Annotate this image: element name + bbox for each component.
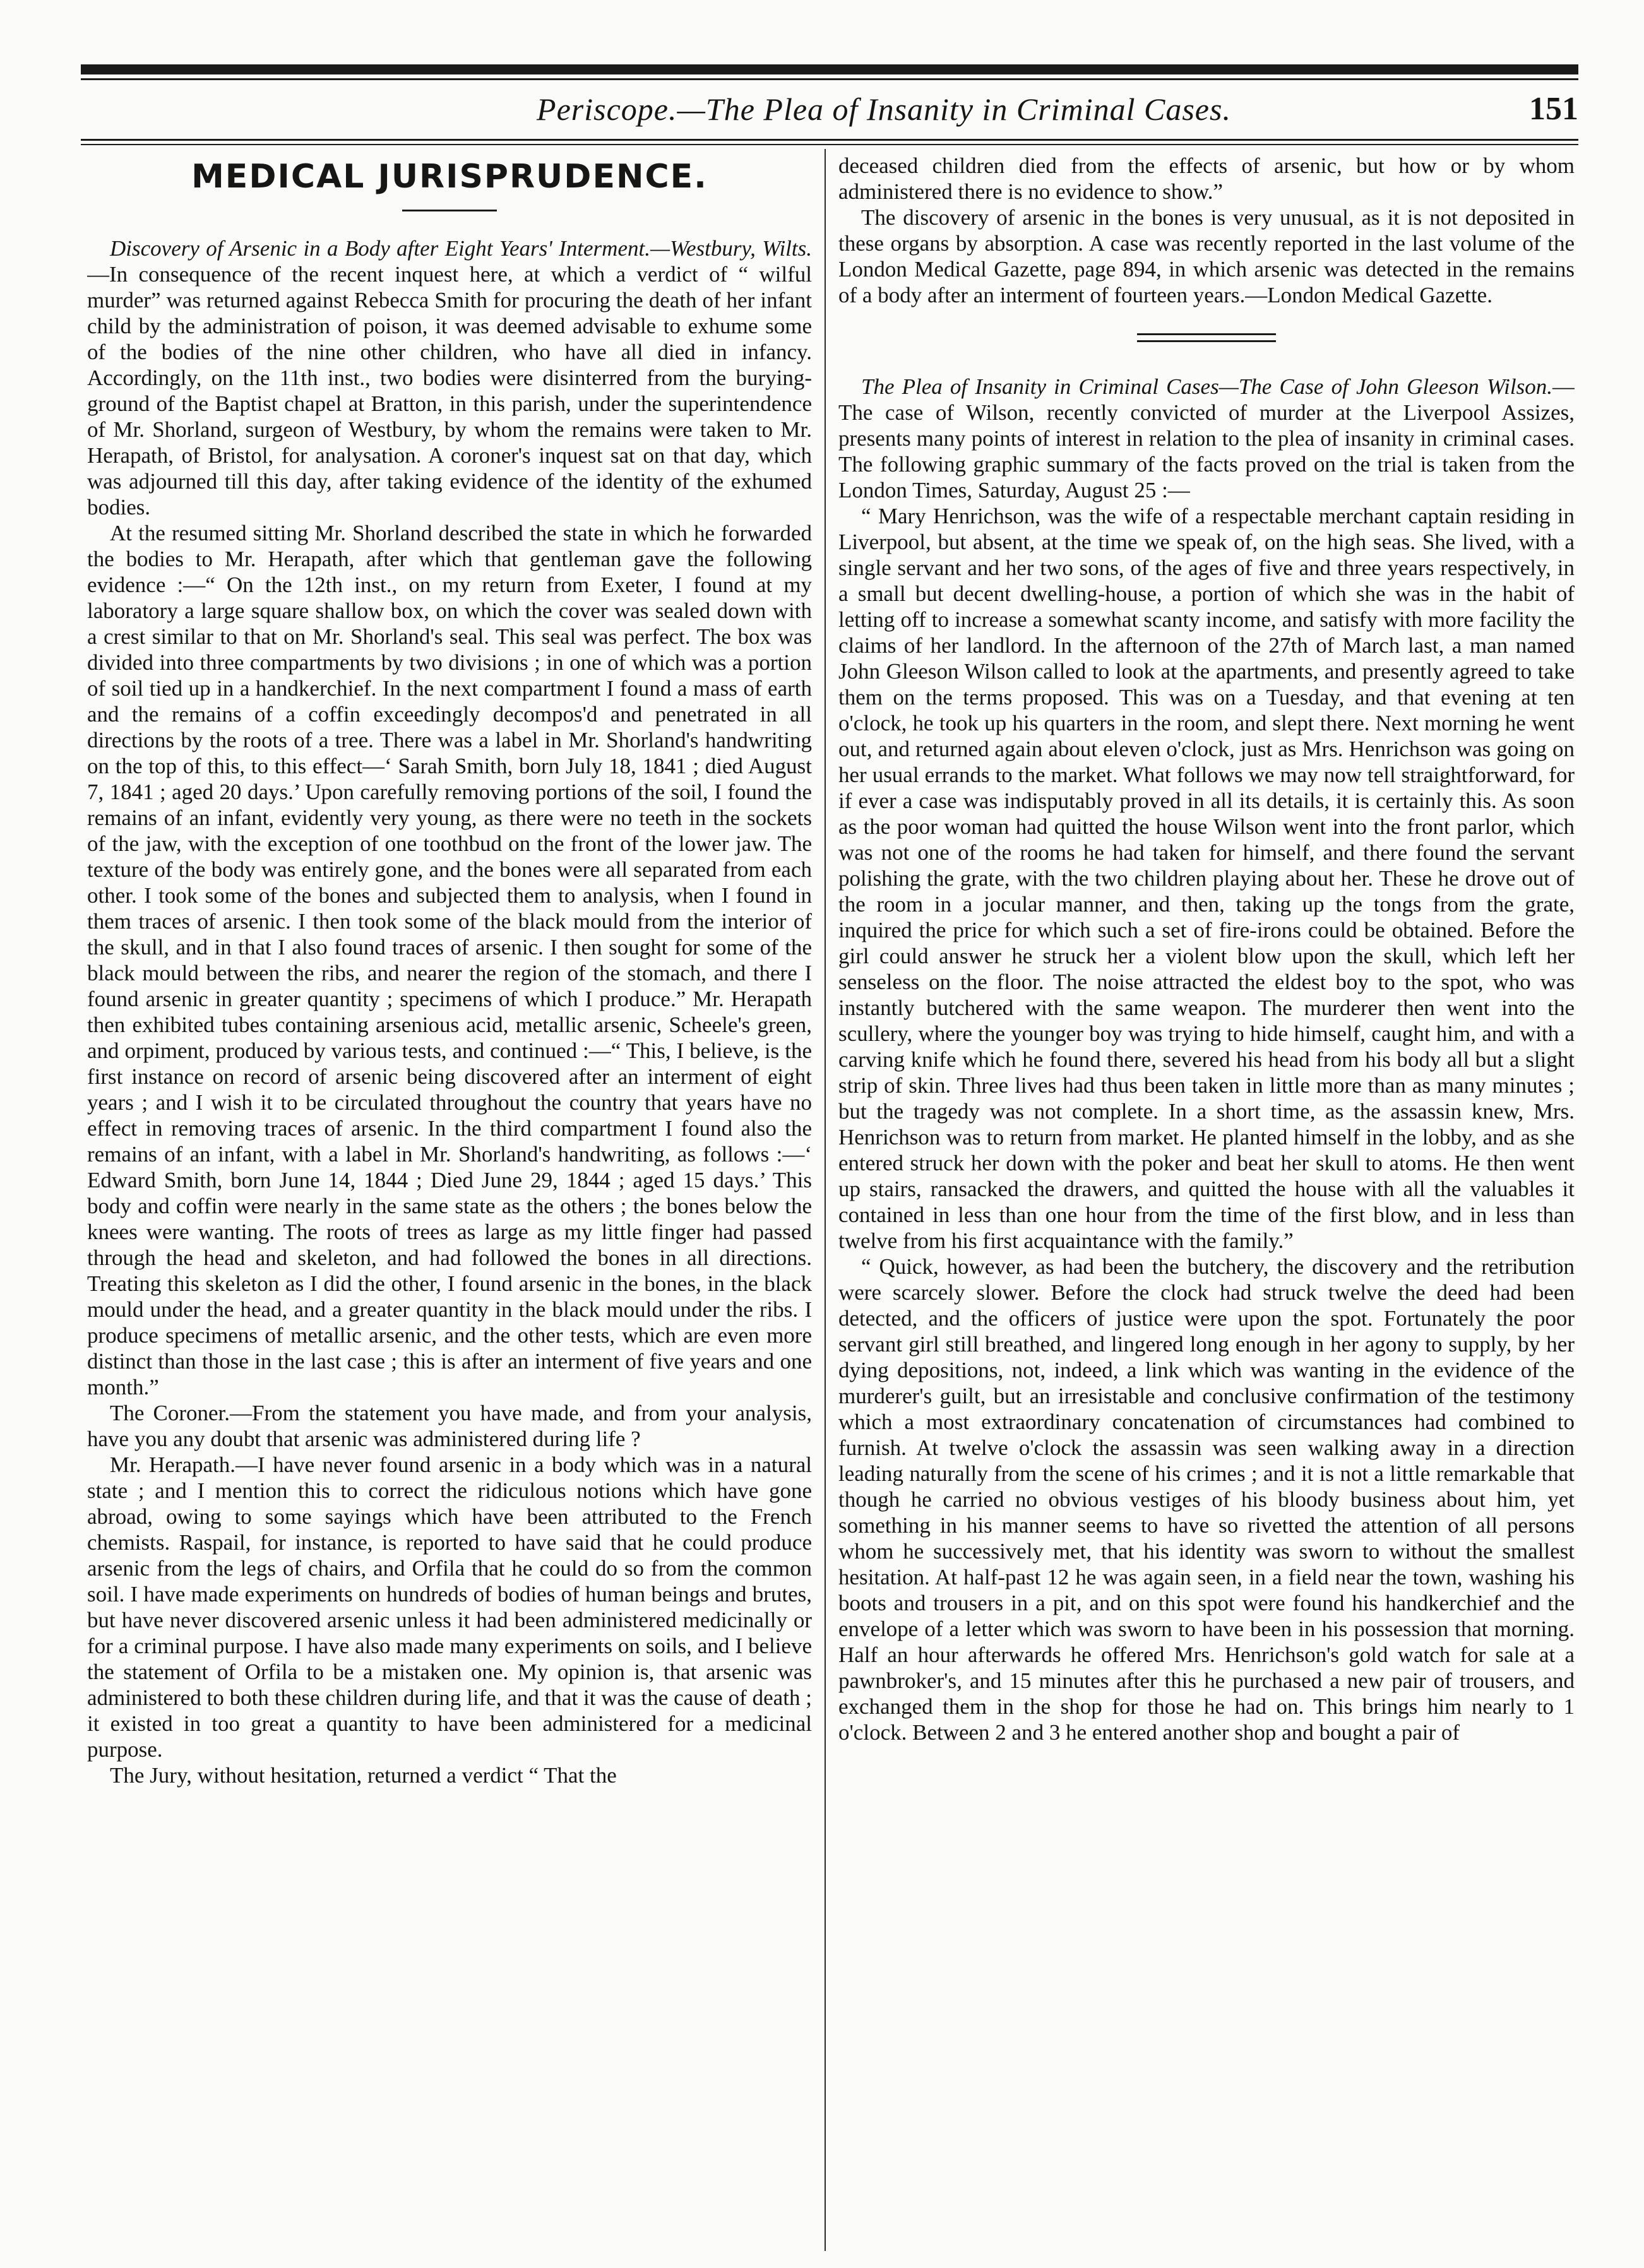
header-bottom-rule xyxy=(81,139,1578,141)
header-bottom-rule-2 xyxy=(81,144,1578,145)
article-paragraph: The Coroner.—From the statement you have made, and from your analysis, have you any doubt that arsenic was administered during life ? xyxy=(87,1401,812,1451)
article-paragraph: Mr. Herapath.—I have never found arsenic in a body which was in a natural state ; and I mention this to correct the ridiculous notions which have gone abroad, owing to some sayings which have been attributed to the French chemists. Raspail, for instance, is reported to have said that he could produce arsenic from the legs of chairs, and Orfila that he could do so from the common soil. I have made experiments on hundreds of bodies of human beings and brutes, but have never discovered arsenic unless it had been administered medicinally or for a criminal purpose. I have also made many experiments on soils, and I believe the statement of Orfila to be a mistaken one. My opinion is, that arsenic was administered to both these children during life, and that it was the cause of death ; it existed in too great a quantity to have been administered for a medicinal purpose. xyxy=(87,1452,812,1762)
article-paragraph: The discovery of arsenic in the bones is very unusual, as it is not deposited in these organs by absorption. A case was recently reported in the last volume of the London Medical Gazette, page 894, in which arsenic was detected in the remains of a body after an interment of fourteen years.—London Medical Gazette. xyxy=(838,205,1575,307)
article-separator xyxy=(1137,333,1276,342)
article-paragraph: “ Quick, however, as had been the butchery, the discovery and the retribution were scarcely slower. Before the clock had struck twelve the deed had been detected, and the officers of justice were upon the spot. Fortunately the poor servant girl still breathed, and lingered long enough in her agony to supply, by her dying depositions, not, indeed, a link which was wanting in the evidence of the murderer's guilt, but an irresistable and conclusive confirmation of the testimony which a most extraordinary concatenation of circumstances had combined to furnish. At twelve o'clock the assassin was seen walking away in a direction leading naturally from the scene of his crimes ; and it is not a little remarkable that though he carried no obvious vestiges of his bloody business about him, yet something in his manner seems to have so rivetted the attention of all persons whom he successively met, that his identity was sworn to without the smallest hesitation. At half-past 12 he was again seen, in a field near the town, washing his boots and trousers in a pit, and on this spot were found his handkerchief and the envelope of a letter which was sworn to have been in his possession that morning. Half an hour afterwards he offered Mrs. Henrichson's gold watch for sale at a pawnbroker's, and 15 minutes after this he purchased a new pair of trousers, and exchanged them in the shop for those he had on. This brings him nearly to 1 o'clock. Between 2 and 3 he entered another shop and bought a pair of xyxy=(838,1254,1575,1745)
column-divider xyxy=(825,149,826,2251)
page-number: 151 xyxy=(1529,91,1578,127)
article-paragraph xyxy=(87,235,812,520)
left-column xyxy=(87,153,812,2248)
article-heading: The Plea of Insanity in Criminal Cases—The Case of John Gleeson Wilson. xyxy=(861,374,1552,399)
right-column xyxy=(838,153,1575,2248)
header-heavy-rule xyxy=(81,64,1578,74)
article-paragraph: At the resumed sitting Mr. Shorland described the state in which he forwarded the bodies to Mr. Herapath, after which that gentleman gave the following evidence :—“ On the 12th inst., on my return from Exeter, I found at my laboratory a large square shallow box, on which the cover was sealed down with a crest similar to that on Mr. Shorland's seal. This seal was perfect. The box was divided into three compartments by two divisions ; in one of which was a portion of soil tied up in a handkerchief. In the next compartment I found a mass of earth and the remains of a coffin exceedingly decompos'd and penetrated in all directions by the roots of a tree. There was a label in Mr. Shorland's handwriting on the top of this, to this effect—‘ Sarah Smith, born July 18, 1841 ; died August 7, 1841 ; aged 20 days.’ Upon carefully removing portions of the soil, I found the remains of an infant, evidently very young, as there were no teeth in the sockets of the jaw, with the exception of one toothbud on the front of the lower jaw. The texture of the body was entirely gone, and the bones were all separated from each other. I took some of the bones and subjected them to analysis, when I found in them traces of arsenic. I then took some of the black mould from the interior of the skull, and in that I also found traces of arsenic. I then sought for some of the black mould between the ribs, and nearer the region of the stomach, and there I found arsenic in greater quantity ; specimens of which I produce.” Mr. Herapath then exhibited tubes containing arsenious acid, metallic arsenic, Scheele's green, and orpiment, produced by various tests, and continued :—“ This, I believe, is the first instance on record of arsenic being discovered after an interment of eight years ; and I wish it to be circulated throughout the country that years have no effect in removing traces of arsenic. In the third compartment I found also the remains of an infant, with a label in Mr. Shorland's handwriting, as follows :—‘ Edward Smith, born June 14, 1844 ; Died June 29, 1844 ; aged 15 days.’ This body and coffin were nearly in the same state as the others ; the bones below the knees were wanting. The roots of trees as large as my little finger had passed through the head and skeleton, and had followed the bones in all directions. Treating this skeleton as I did the other, I found arsenic in the bones, in the black mould under the head, and a greater quantity in the black mould under the ribs. I produce specimens of metallic arsenic, and the other tests, which are even more distinct than those in the last case ; this is after an interment of five years and one month.” xyxy=(87,521,812,1399)
article-paragraph: The Jury, without hesitation, returned a verdict “ That the xyxy=(110,1763,617,1788)
article-paragraph: “ Mary Henrichson, was the wife of a respectable merchant captain residing in Liverpool, but absent, at the time we speak of, on the high seas. She lived, with a single servant and her two sons, of the ages of five and three years respectively, in a small but decent dwelling-house, a portion of which she was in the habit of letting off to increase a somewhat scanty income, and satisfy with more facility the claims of her landlord. In the afternoon of the 27th of March last, a man named John Gleeson Wilson called to look at the apartments, and presently agreed to take them on the terms proposed. This was on a Tuesday, and that evening at ten o'clock, he took up his quarters in the room, and slept there. Next morning he went out, and returned again about eleven o'clock, just as Mrs. Henrichson was going on her usual errands to the market. What follows we may now tell straightforward, for if ever a case was indisputably proved in all its details, it is certainly this. As soon as the poor woman had quitted the house Wilson went into the front parlor, which was not one of the rooms he had taken for himself, and there found the servant polishing the grate, with the two children playing about her. These he drove out of the room in a jocular manner, and then, taking up the tongs from the grate, inquired the price for which such a set of fire-irons could be obtained. Before the girl could answer he struck her a violent blow upon the skull, which left her senseless on the floor. The noise attracted the eldest boy to the spot, who was instantly butchered with the same weapon. The murderer then went into the scullery, where the younger boy was trying to hide himself, caught him, and with a carving knife which he found there, severed his head from his body all but a slight strip of skin. Three lives had thus been taken in little more than as many minutes ; but the tragedy was not complete. In a short time, as the assassin knew, Mrs. Henrichson was to return from market. He planted himself in the lobby, and as she entered struck her down with the poker and beat her skull to atoms. He then went up stairs, ransacked the drawers, and quitted the house with all the valuables it contained in less than one hour from the time of the first blow, and in less than twelve from his first acquaintance with the family.” xyxy=(838,504,1575,1253)
running-head xyxy=(0,83,1644,134)
article-paragraph xyxy=(838,374,1575,503)
article-text: —In consequence of the recent inquest here, at which a verdict of “ wilful murder” was returned against Rebecca Smith for procuring the death of her infant child by the administration of poison, it was deemed advisable to exhume some of the bodies of the nine other children, who have all died in infancy. Accordingly, on the 11th inst., two bodies were disinterred from the burying-ground of the Baptist chapel at Bratton, in this parish, under the superintendence of Mr. Shorland, surgeon of Westbury, by whom the remains were taken to Mr. Herapath, of Bristol, for analysation. A coroner's inquest sat on that day, which was adjourned till this day, after taking evidence of the identity of the exhumed bodies. xyxy=(87,262,812,520)
article-heading: Discovery of Arsenic in a Body after Eight Years' Interment.—Westbury, Wilts. xyxy=(110,236,812,261)
section-title: MEDICAL JURISPRUDENCE. xyxy=(191,158,708,196)
section-rule xyxy=(402,210,497,211)
article-text: —The case of Wilson, recently convicted of murder at the Liverpool Assizes, presents many points of interest in relation to the plea of insanity in criminal cases. The following graphic summary of the facts proved on the trial is taken from the London Times, Saturday, August 25 :— xyxy=(838,374,1575,502)
article-paragraph: deceased children died from the effects of arsenic, but how or by whom administered there is no evidence to show.” xyxy=(838,153,1575,204)
header-thin-rule xyxy=(81,78,1578,80)
running-title: Periscope.—The Plea of Insanity in Criminal Cases. xyxy=(537,92,1231,127)
